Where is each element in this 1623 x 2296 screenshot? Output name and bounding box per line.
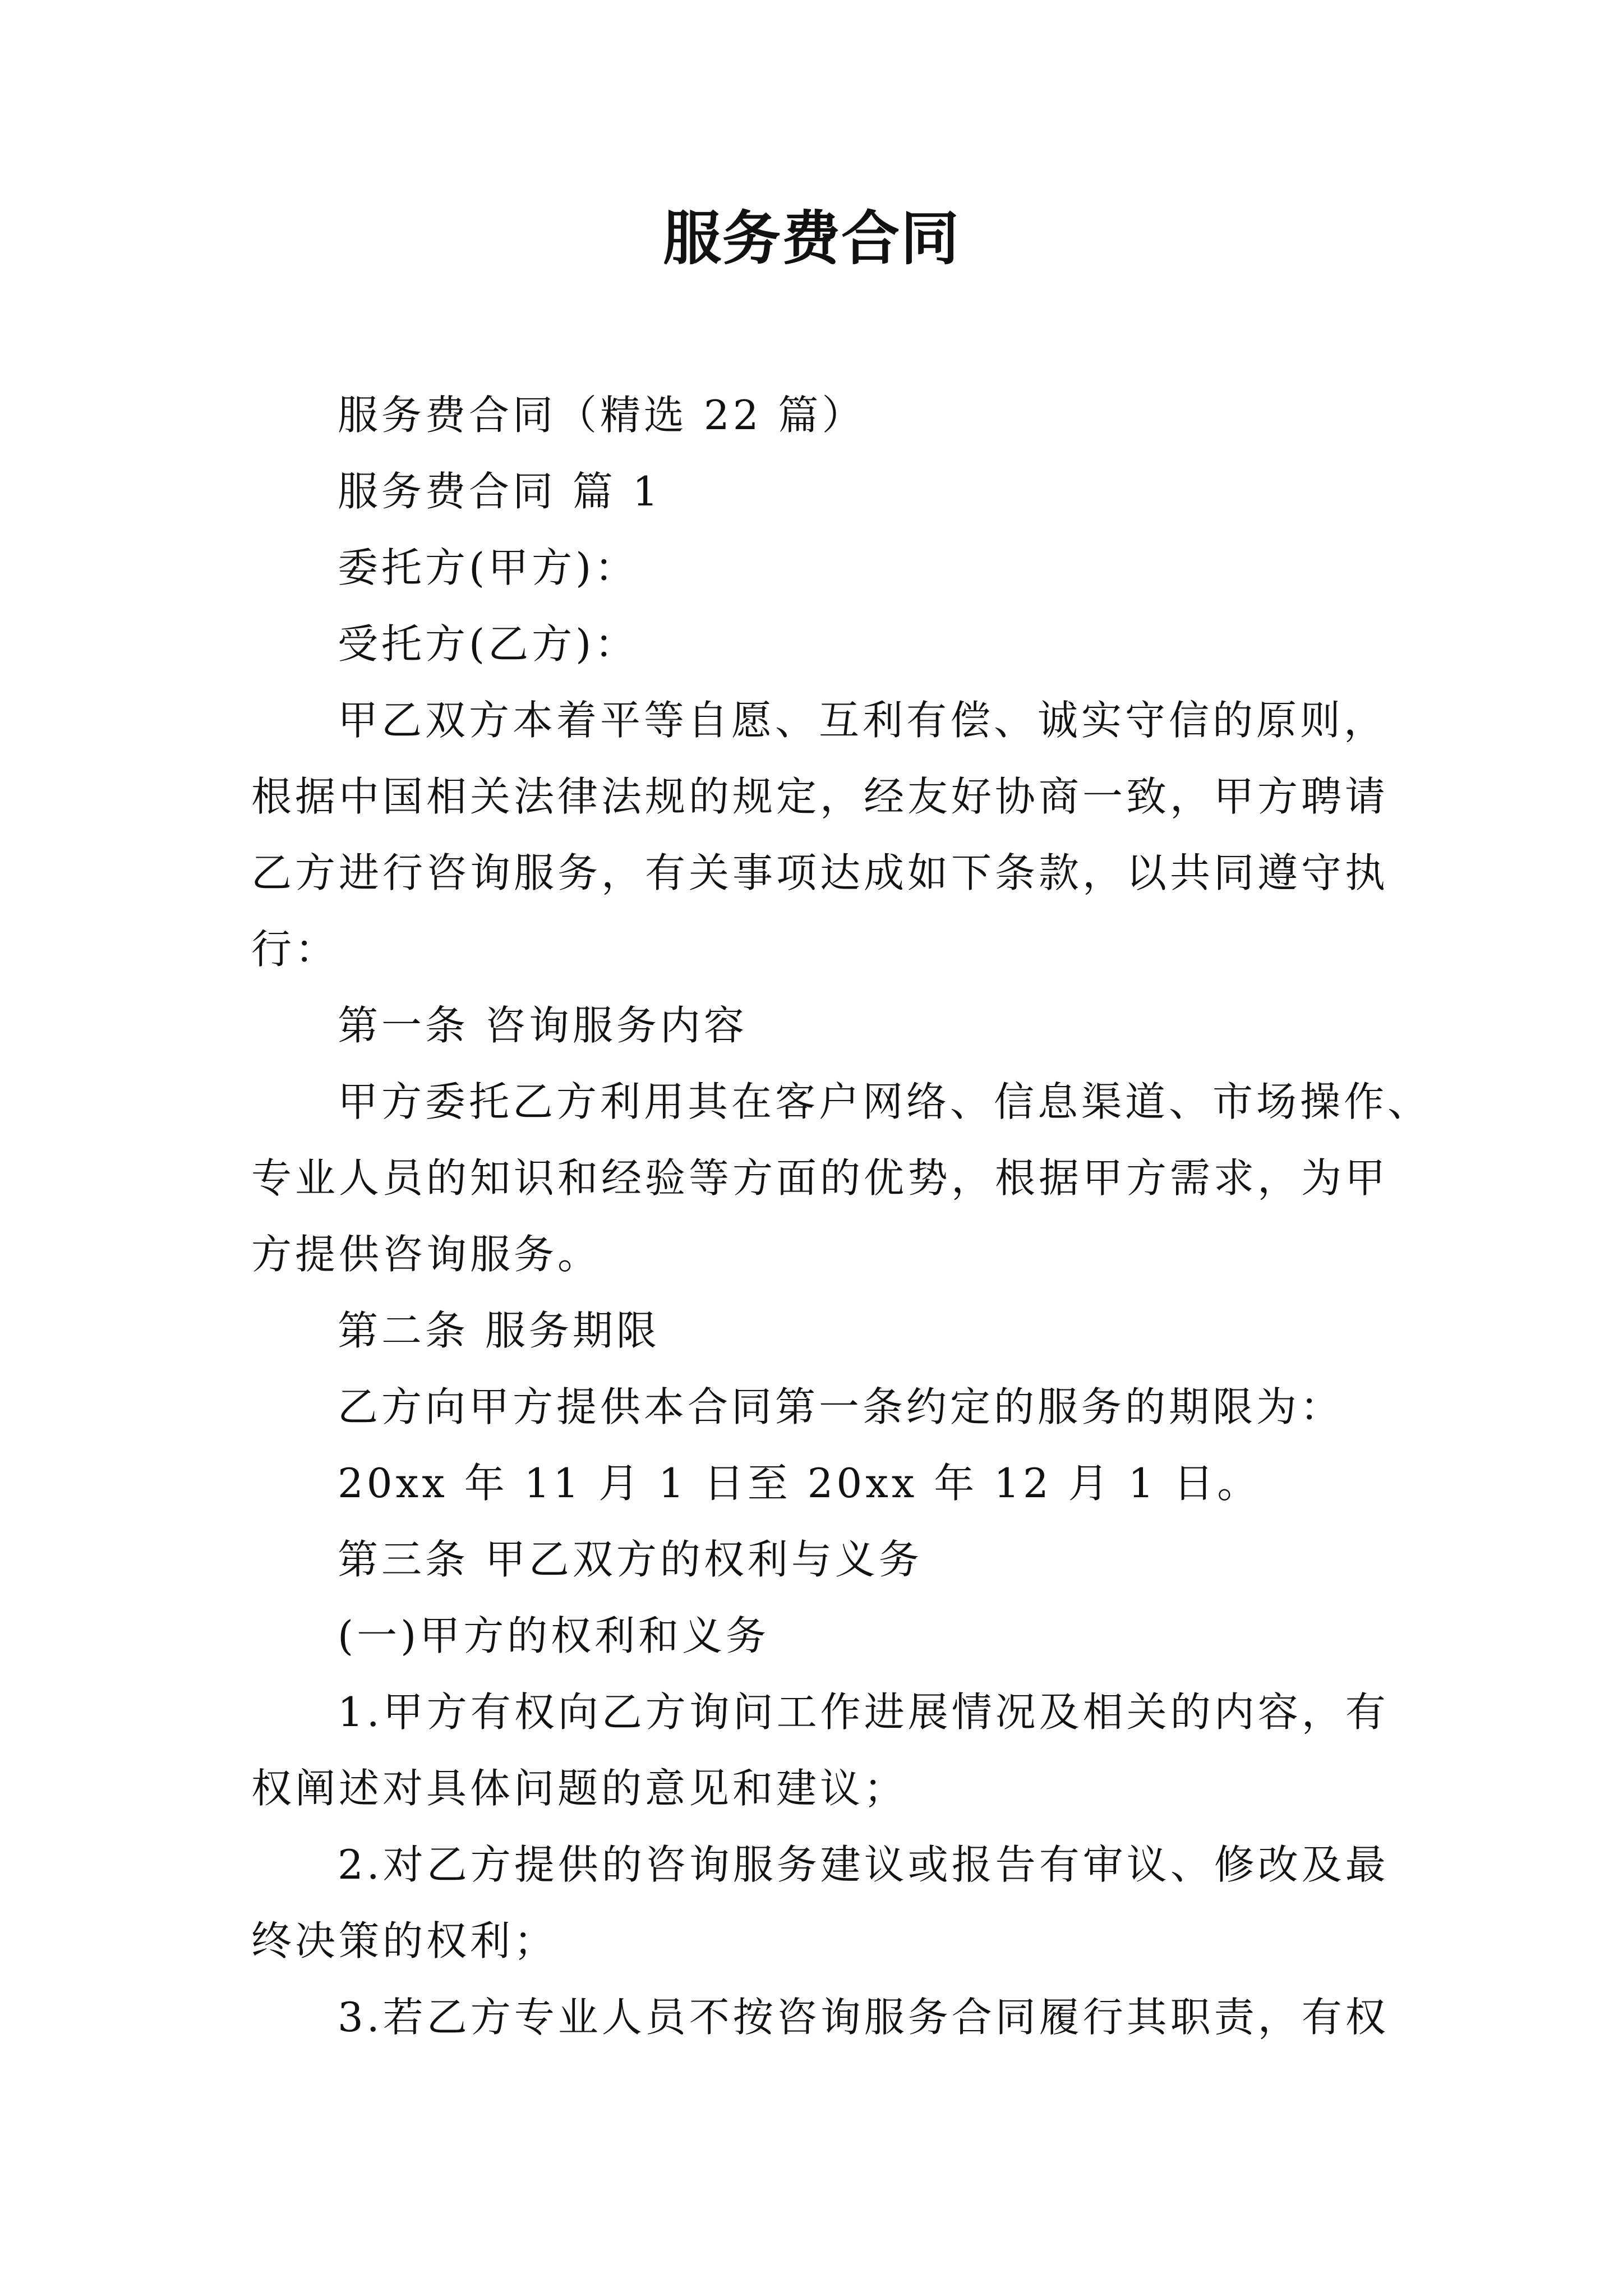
subsection-heading: (一)甲方的权利和义务 [338, 1612, 770, 1659]
paragraph-line: 根据中国相关法律法规的规定，经友好协商一致，甲方聘请 [251, 773, 1389, 820]
list-item-line: 权阐述对具体问题的意见和建议； [251, 1765, 908, 1812]
document-body [251, 377, 1432, 2055]
article-heading: 第三条 甲乙双方的权利与义务 [338, 1536, 923, 1583]
subtitle-line: 服务费合同（精选 22 篇） [338, 392, 866, 439]
article-heading: 第二条 服务期限 [338, 1307, 660, 1354]
list-item-line: 1.甲方有权向乙方询问工作进展情况及相关的内容，有 [338, 1688, 1389, 1736]
paragraph-line: 行： [251, 926, 339, 973]
article-heading: 第一条 咨询服务内容 [338, 1002, 748, 1049]
paragraph-line: 方提供咨询服务。 [251, 1231, 602, 1278]
list-item-line: 3.若乙方专业人员不按咨询服务合同履行其职责，有权 [338, 1994, 1389, 2041]
list-item-line: 终决策的权利； [251, 1917, 558, 1964]
party-a-line: 委托方(甲方)： [338, 544, 639, 591]
paragraph-line: 专业人员的知识和经验等方面的优势，根据甲方需求，为甲 [251, 1154, 1389, 1202]
section-heading: 服务费合同 篇 1 [338, 468, 662, 515]
date-range-line: 20xx 年 11 月 1 日至 20xx 年 12 月 1 日。 [338, 1460, 1261, 1507]
document-title: 服务费合同 [662, 204, 960, 273]
list-item-line: 2.对乙方提供的咨询服务建议或报告有审议、修改及最 [338, 1841, 1389, 1888]
paragraph-line: 甲方委托乙方利用其在客户网络、信息渠道、市场操作、 [338, 1078, 1432, 1125]
paragraph-line: 甲乙双方本着平等自愿、互利有偿、诚实守信的原则， [338, 697, 1388, 744]
paragraph-line: 乙方向甲方提供本合同第一条约定的服务的期限为： [338, 1383, 1344, 1430]
party-b-line: 受托方(乙方)： [338, 620, 639, 668]
paragraph-line: 乙方进行咨询服务，有关事项达成如下条款，以共同遵守执 [251, 849, 1389, 896]
